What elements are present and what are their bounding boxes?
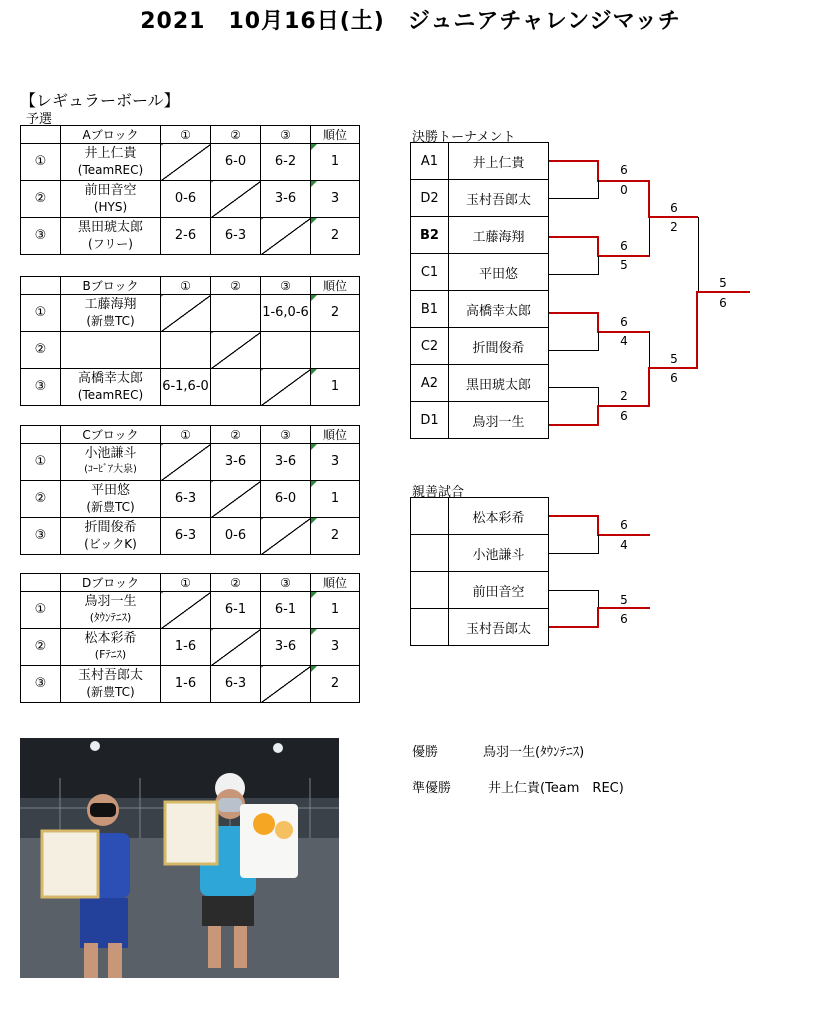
player-no: ③ [21, 218, 61, 255]
winner-label: 優勝 [412, 745, 439, 760]
bracket-line [549, 274, 599, 275]
score: 6 [620, 612, 628, 626]
col-header: ① [161, 126, 211, 144]
rank-cell [311, 332, 360, 369]
diag-cell [261, 369, 311, 406]
bracket-line [598, 387, 599, 406]
entry-name: 玉村吾郎太 [449, 609, 549, 646]
bracket-line [549, 350, 599, 351]
bracket-line [598, 180, 599, 199]
table-row [411, 143, 549, 180]
table-row [21, 181, 360, 218]
bracket-line [549, 626, 599, 628]
bracket-line [549, 236, 599, 238]
seed-blank [411, 498, 449, 535]
score: 6 [719, 296, 727, 310]
block-name: Bブロック [61, 277, 161, 295]
bracket-line [597, 312, 599, 332]
bracket-line [597, 255, 650, 257]
score-cell: 3-6 [261, 181, 311, 218]
prelim-label: 予選 [26, 112, 53, 127]
score-cell: 6-1 [261, 592, 311, 629]
entry-name: 玉村吾郎太 [449, 180, 549, 217]
rank-cell [311, 295, 360, 332]
diag-cell [161, 295, 211, 332]
bracket-line [696, 291, 750, 293]
diag-cell [161, 592, 211, 629]
player-no: ③ [21, 666, 61, 703]
seed: B2 [411, 217, 449, 254]
player-team: (新豊TC) [86, 500, 135, 514]
rank-cell [311, 481, 360, 518]
seed-blank [411, 535, 449, 572]
player-name: 工藤海翔 [84, 297, 137, 312]
bracket-line [597, 405, 650, 407]
score-cell: 1-6 [161, 666, 211, 703]
rank-value: 3 [330, 454, 340, 469]
bracket-line [648, 367, 650, 407]
score: 6 [620, 518, 628, 532]
score-cell: 6-0 [211, 144, 261, 181]
score: 6 [670, 371, 678, 385]
rank-cell [311, 218, 360, 255]
score: 5 [719, 276, 727, 290]
bracket-line [549, 312, 599, 314]
diag-cell [211, 629, 261, 666]
table-row [21, 629, 360, 666]
player-cell [61, 629, 161, 666]
score-cell: 6-1 [211, 592, 261, 629]
score-cell: 1-6 [161, 629, 211, 666]
block-d-table [20, 573, 360, 703]
player-cell [61, 369, 161, 406]
score-cell [211, 369, 261, 406]
player-team: (TeamREC) [77, 163, 144, 177]
table-row [411, 291, 549, 328]
block-b-table [20, 276, 360, 406]
score: 0 [620, 183, 628, 197]
page-title: 2021 10月16日(土) ジュニアチャレンジマッチ [140, 9, 681, 34]
table-row [411, 535, 549, 572]
score: 6 [620, 239, 628, 253]
score: 5 [620, 593, 628, 607]
header-blank [21, 574, 61, 592]
player-cell [61, 144, 161, 181]
entry-name: 平田悠 [449, 254, 549, 291]
player-name: 平田悠 [90, 483, 130, 498]
table-row [411, 365, 549, 402]
col-header: 順位 [311, 126, 360, 144]
table-row [21, 592, 360, 629]
table-row [411, 402, 549, 439]
player-no: ② [21, 629, 61, 666]
diag-cell [161, 144, 211, 181]
friendly-table [410, 497, 549, 646]
col-header: ② [211, 426, 261, 444]
rank-cell [311, 181, 360, 218]
rank-value: 3 [330, 191, 340, 206]
bracket-line [648, 180, 650, 218]
player-team: (TeamREC) [77, 388, 144, 402]
header-blank [21, 277, 61, 295]
rank-value: 1 [330, 154, 340, 169]
player-team: (Fﾃﾆｽ) [94, 648, 127, 661]
player-name: 高橋幸太郎 [77, 371, 143, 386]
player-team: (フリー) [88, 237, 133, 251]
rank-value: 2 [330, 528, 340, 543]
player-team: (新豊TC) [86, 314, 135, 328]
bracket-line [549, 160, 599, 162]
entry-name: 前田音空 [449, 572, 549, 609]
rank-cell [311, 518, 360, 555]
seed-blank [411, 572, 449, 609]
table-row [21, 481, 360, 518]
seed: C1 [411, 254, 449, 291]
header-blank [21, 126, 61, 144]
entry-name: 高橋幸太郎 [449, 291, 549, 328]
player-name: 鳥羽一生 [84, 594, 137, 609]
final-entries-table [410, 142, 549, 439]
player-no: ② [21, 481, 61, 518]
entry-name: 黒田琥太郎 [449, 365, 549, 402]
diag-cell [211, 332, 261, 369]
score: 6 [620, 163, 628, 177]
player-cell [61, 218, 161, 255]
rank-cell [311, 444, 360, 481]
table-row [21, 518, 360, 555]
block-name: Cブロック [61, 426, 161, 444]
rank-value: 2 [330, 305, 340, 320]
player-team: (新豊TC) [86, 685, 135, 699]
table-row [411, 180, 549, 217]
rank-cell [311, 666, 360, 703]
bracket-line [549, 198, 599, 199]
col-header: ③ [261, 574, 311, 592]
entry-name: 鳥羽一生 [449, 402, 549, 439]
table-row [411, 498, 549, 535]
player-no: ② [21, 181, 61, 218]
score-cell: 0-6 [211, 518, 261, 555]
seed: D2 [411, 180, 449, 217]
table-row [411, 254, 549, 291]
seed: B1 [411, 291, 449, 328]
player-cell [61, 332, 161, 369]
seed: D1 [411, 402, 449, 439]
seed: A1 [411, 143, 449, 180]
player-no: ① [21, 592, 61, 629]
player-cell [61, 666, 161, 703]
col-header: ③ [261, 126, 311, 144]
bracket-line [597, 236, 599, 256]
score-cell [261, 332, 311, 369]
bracket-line [549, 387, 599, 388]
bracket-line [598, 256, 599, 275]
player-team: (ﾀｳﾝﾃﾆｽ) [89, 611, 132, 624]
col-header: 順位 [311, 277, 360, 295]
player-cell [61, 295, 161, 332]
player-name: 松本彩希 [84, 631, 137, 646]
score-cell: 3-6 [261, 444, 311, 481]
score: 4 [620, 334, 628, 348]
table-row [21, 144, 360, 181]
score: 4 [620, 538, 628, 552]
rank-cell [311, 369, 360, 406]
score-cell: 6-1,6-0 [161, 369, 211, 406]
rank-cell [311, 144, 360, 181]
rank-value: 3 [330, 639, 340, 654]
table-row [411, 217, 549, 254]
bracket-line [698, 217, 699, 292]
player-cell [61, 518, 161, 555]
col-header: 順位 [311, 426, 360, 444]
bracket-line [597, 607, 599, 628]
diag-cell [161, 444, 211, 481]
player-no: ③ [21, 369, 61, 406]
bracket-line [597, 405, 599, 426]
col-header: ① [161, 277, 211, 295]
friendly-label: 親善試合 [412, 485, 465, 500]
player-name: 前田音空 [84, 183, 137, 198]
score: 6 [620, 409, 628, 423]
col-header: ② [211, 126, 261, 144]
table-row [21, 295, 360, 332]
bracket-line [696, 292, 698, 369]
bracket-line [648, 216, 698, 218]
col-header: 順位 [311, 574, 360, 592]
col-header: ③ [261, 426, 311, 444]
block-name: Dブロック [61, 574, 161, 592]
col-header: ② [211, 574, 261, 592]
player-no: ① [21, 144, 61, 181]
runner-up-name: 井上仁貴(Team REC) [488, 781, 624, 796]
table-row [21, 218, 360, 255]
final-label: 決勝トーナメント [412, 130, 516, 145]
bracket-line [597, 180, 650, 182]
player-name: 小池謙斗 [84, 446, 137, 461]
score: 2 [670, 220, 678, 234]
score-cell: 0-6 [161, 181, 211, 218]
score-cell [161, 332, 211, 369]
score-cell: 6-0 [261, 481, 311, 518]
rank-value: 1 [330, 602, 340, 617]
diag-cell [261, 518, 311, 555]
diag-cell [261, 666, 311, 703]
bracket-line [597, 607, 650, 609]
score-cell: 2-6 [161, 218, 211, 255]
photo-illustration [20, 738, 339, 978]
score-cell: 6-3 [161, 481, 211, 518]
diag-cell [211, 481, 261, 518]
section-label: 【レギュラーボール】 [20, 91, 180, 110]
entry-name: 井上仁貴 [449, 143, 549, 180]
score-cell: 6-3 [211, 218, 261, 255]
bracket-line [597, 331, 650, 333]
score: 5 [620, 258, 628, 272]
score-cell: 6-3 [161, 518, 211, 555]
diag-cell [261, 218, 311, 255]
bracket-line [648, 367, 698, 369]
bracket-line [597, 534, 650, 536]
table-row [21, 369, 360, 406]
player-cell [61, 592, 161, 629]
block-a-table [20, 125, 360, 255]
player-team: (ｺｰﾋﾞｱ大泉) [84, 464, 137, 475]
player-cell [61, 444, 161, 481]
bracket-line [549, 515, 599, 517]
score-cell: 6-3 [211, 666, 261, 703]
entry-name: 工藤海翔 [449, 217, 549, 254]
diag-cell [211, 181, 261, 218]
col-header: ③ [261, 277, 311, 295]
bracket-line [597, 160, 599, 181]
bracket-line [649, 331, 650, 368]
rank-cell [311, 592, 360, 629]
block-name: Aブロック [61, 126, 161, 144]
player-name: 折間俊希 [84, 520, 137, 535]
score-cell [211, 295, 261, 332]
seed: C2 [411, 328, 449, 365]
block-c-table [20, 425, 360, 555]
winner-name: 鳥羽一生(ﾀｳﾝﾃﾆｽ) [483, 745, 585, 760]
score-cell: 3-6 [261, 629, 311, 666]
player-team: (HYS) [93, 200, 128, 214]
bracket-line [549, 553, 599, 554]
player-name: 黒田琥太郎 [77, 220, 143, 235]
score: 6 [670, 201, 678, 215]
entry-name: 小池謙斗 [449, 535, 549, 572]
rank-value: 2 [330, 228, 340, 243]
player-no: ② [21, 332, 61, 369]
player-cell [61, 181, 161, 218]
score-cell: 1-6,0-6 [261, 295, 311, 332]
score: 5 [670, 352, 678, 366]
player-name: 玉村吾郎太 [77, 668, 143, 683]
col-header: ② [211, 277, 261, 295]
seed-blank [411, 609, 449, 646]
score: 6 [620, 315, 628, 329]
player-name: 井上仁貴 [84, 146, 137, 161]
rank-value: 2 [330, 676, 340, 691]
entry-name: 折間俊希 [449, 328, 549, 365]
col-header: ① [161, 574, 211, 592]
table-row [411, 328, 549, 365]
player-cell [61, 481, 161, 518]
col-header: ① [161, 426, 211, 444]
score-cell: 6-2 [261, 144, 311, 181]
bracket-line [598, 590, 599, 608]
bracket-line [649, 217, 650, 256]
header-blank [21, 426, 61, 444]
bracket-line [549, 590, 599, 591]
bracket-line [598, 332, 599, 351]
player-no: ① [21, 295, 61, 332]
player-team: (ビックK) [84, 537, 137, 551]
table-row [411, 609, 549, 646]
bracket-line [598, 535, 599, 554]
score: 2 [620, 389, 628, 403]
rank-value: 1 [330, 379, 340, 394]
table-row [21, 444, 360, 481]
rank-cell [311, 629, 360, 666]
bracket-line [597, 515, 599, 536]
table-row [21, 666, 360, 703]
table-row [411, 572, 549, 609]
bracket-line [549, 424, 599, 426]
table-row [21, 332, 360, 369]
score-cell: 3-6 [211, 444, 261, 481]
entry-name: 松本彩希 [449, 498, 549, 535]
player-no: ③ [21, 518, 61, 555]
rank-value: 1 [330, 491, 340, 506]
player-no: ① [21, 444, 61, 481]
seed: A2 [411, 365, 449, 402]
award-photo [20, 738, 339, 978]
runner-up-label: 準優勝 [412, 781, 452, 796]
